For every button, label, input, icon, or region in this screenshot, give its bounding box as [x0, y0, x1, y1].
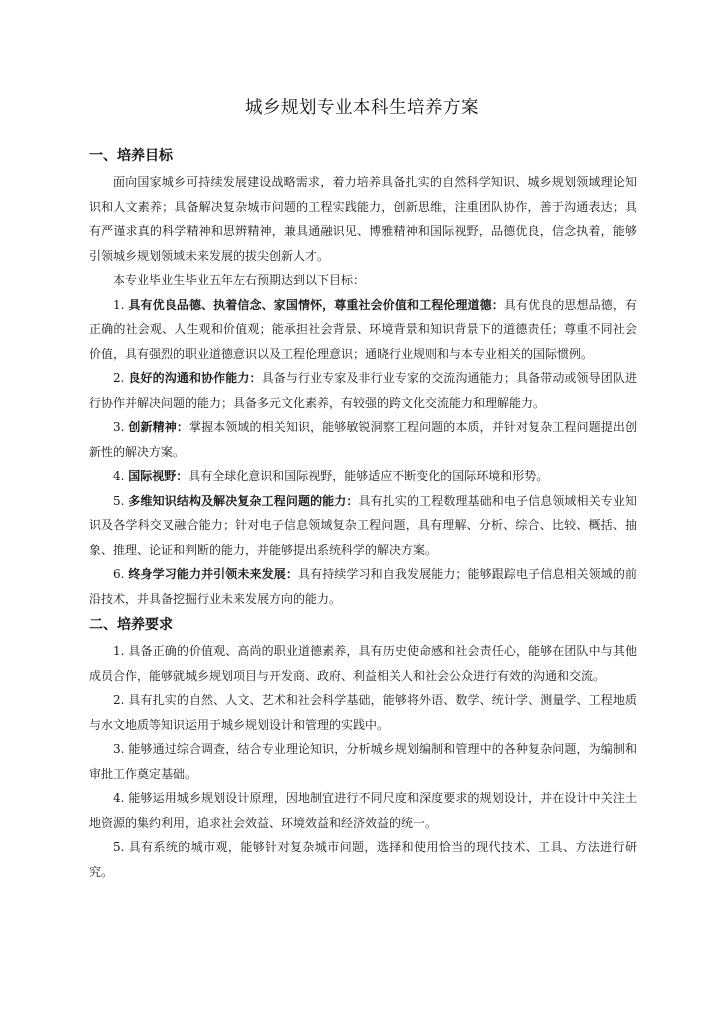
document-body: [89, 144, 637, 884]
goal-item: [89, 366, 637, 415]
requirement-item: 4. 能够运用城乡规划设计原理，因地制宜进行不同尺度和深度要求的规划设计，并在设计中关注土地资源的集约利用，追求社会效益、环境效益和经济效益的统一。: [89, 791, 637, 830]
goal-number: 6.: [113, 567, 129, 581]
requirement-item: 2. 具有扎实的自然、人文、艺术和社会科学基础，能够将外语、数学、统计学、测量学、工程地质与水文地质等知识运用于城乡规划设计和管理的实践中。: [89, 693, 637, 732]
goal-lead: 具有优良品德、执着信念、家国情怀，尊重社会价值和工程伦理道德：: [128, 297, 504, 312]
requirement-item: 5. 具有系统的城市观，能够针对复杂城市问题，选择和使用恰当的现代技术、工具、方法进行研究。: [89, 840, 637, 879]
requirement-item: 3. 能够通过综合调查，结合专业理论知识，分析城乡规划编制和管理中的各种复杂问题，为编制和审批工作奠定基础。: [89, 742, 637, 781]
requirement-item: 1. 具备正确的价值观、高尚的职业道德素养，具有历史使命感和社会责任心，能够在团队中与其他成员合作，能够就城乡规划项目与开发商、政府、利益相关人和社会公众进行有效的沟通和交流。: [89, 644, 637, 683]
section-heading-training-goals: 一、培养目标: [89, 148, 173, 164]
goal-item: [89, 562, 637, 611]
goal-text: 具有扎实的工程数理基础和电子信息领域相关专业知识及各学科交叉融合能力；针对电子信息领域复杂工程问题，具有理解、分析、综合、比较、概括、抽象、推理、论证和判断的能力，并能够提出系统科学的解决方案。: [89, 493, 637, 557]
goals-sub-intro: 本专业毕业生毕业五年左右预期达到以下目标：: [113, 273, 366, 287]
goal-item: [89, 464, 637, 489]
goal-number: 4.: [113, 469, 129, 483]
goal-text: 具有优良的思想品德，有正确的社会观、人生观和价值观；能承担社会背景、环境背景和知识背景下的道德责任；尊重不同社会价值，具有强烈的职业道德意识以及工程伦理意识；通晓行业规则和与本专业相关的国际惯例。: [89, 297, 637, 361]
goal-lead: 创新精神：: [128, 420, 189, 434]
page-title: 城乡规划专业本科生培养方案: [245, 98, 479, 118]
goal-lead: 终身学习能力并引领未来发展：: [128, 567, 298, 581]
goal-item: [89, 293, 637, 367]
goal-number: 5.: [113, 493, 129, 508]
goal-number: 1.: [113, 297, 129, 312]
goals-intro-paragraph: 面向国家城乡可持续发展建设战略需求，着力培养具备扎实的自然科学知识、城乡规划领域理论知识和人文素养；具备解决复杂城市问题的工程实践能力，创新思维，注重团队协作，善于沟通表达；具有严谨求真的科学精神和思辨精神，兼具通融识见、博雅精神和国际视野，品德优良，信念执着，能够引领城乡规划领域未来发展的拔尖创新人才。: [89, 175, 637, 263]
goal-item: [89, 489, 637, 563]
goal-text: 掌握本领域的相关知识，能够敏锐洞察工程问题的本质，并针对复杂工程问题提出创新性的解决方案。: [89, 420, 637, 459]
goal-number: 2.: [113, 371, 129, 385]
goal-text: 具有全球化意识和国际视野，能够适应不断变化的国际环境和形势。: [188, 469, 549, 483]
goal-lead: 良好的沟通和协作能力：: [128, 371, 262, 385]
goal-text: 具有持续学习和自我发展能力；能够跟踪电子信息相关领域的前沿技术，并具备挖掘行业未来发展方向的能力。: [89, 567, 637, 606]
section-heading-training-requirements: 二、培养要求: [89, 617, 173, 633]
goal-item: [89, 415, 637, 464]
goal-text: 具备与行业专家及非行业专家的交流沟通能力；具备带动或领导团队进行协作并解决问题的能力；具备多元文化素养，有较强的跨文化交流能力和理解能力。: [89, 371, 637, 410]
goal-lead: 多维知识结构及解决复杂工程问题的能力：: [128, 493, 359, 508]
goal-number: 3.: [113, 420, 129, 434]
goal-lead: 国际视野：: [128, 469, 189, 483]
